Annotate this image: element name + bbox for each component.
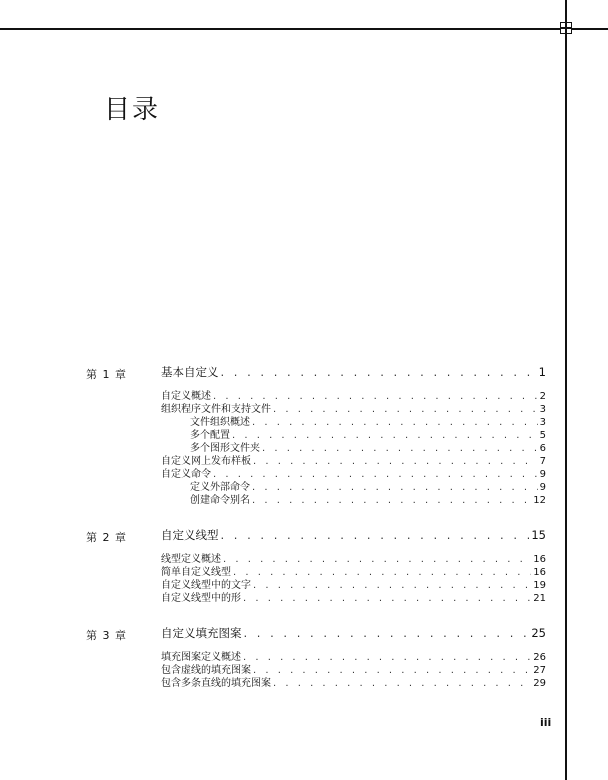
dot-leader	[252, 416, 538, 429]
page-ref: 25	[531, 626, 546, 640]
dot-leader	[221, 528, 530, 542]
dot-leader	[221, 365, 537, 379]
page-ref: 12	[533, 495, 546, 506]
toc-entry[interactable]	[161, 481, 546, 494]
page-ref: 7	[539, 456, 546, 467]
entry-title: 自定义概述	[161, 391, 211, 402]
crop-line-horizontal	[0, 28, 608, 30]
toc-entry[interactable]	[161, 390, 546, 403]
toc-entry[interactable]	[161, 677, 546, 690]
toc-entry[interactable]	[161, 455, 546, 468]
page-ref: 29	[533, 678, 546, 689]
toc-entry[interactable]	[161, 651, 546, 664]
page-ref: 16	[533, 554, 546, 565]
dot-leader	[273, 677, 531, 690]
page-ref: 16	[533, 567, 546, 578]
chapter-label: 第 3 章	[86, 629, 127, 642]
toc-chapter	[86, 527, 546, 605]
toc-entry[interactable]	[161, 553, 546, 566]
chapter-title-link[interactable]	[161, 527, 546, 547]
entry-title: 多个图形文件夹	[190, 443, 260, 454]
toc-entry[interactable]	[161, 566, 546, 579]
chapter-label: 第 2 章	[86, 531, 127, 544]
page-ref: 6	[539, 443, 546, 454]
page-ref: 5	[539, 430, 546, 441]
page-ref: 21	[533, 593, 546, 604]
registration-mark-icon	[560, 22, 572, 34]
toc-entry[interactable]	[161, 403, 546, 416]
toc-entry[interactable]	[161, 664, 546, 677]
page-ref: 3	[539, 404, 546, 415]
dot-leader	[243, 651, 531, 664]
entry-title: 填充图案定义概述	[161, 652, 241, 663]
page-ref: 9	[539, 469, 546, 480]
entry-title: 创建命令别名	[190, 495, 250, 506]
dot-leader	[213, 468, 538, 481]
dot-leader	[262, 442, 538, 455]
page-ref: 2	[539, 391, 546, 402]
toc-chapter	[86, 364, 546, 507]
dot-leader	[273, 403, 538, 416]
dot-leader	[223, 553, 531, 566]
chapter-title: 自定义填充图案	[161, 626, 242, 640]
entry-title: 包含虚线的填充图案	[161, 665, 251, 676]
page-ref: 19	[533, 580, 546, 591]
page-ref: 15	[531, 528, 546, 542]
entry-title: 文件组织概述	[190, 417, 250, 428]
chapter-heading	[86, 625, 546, 645]
dot-leader	[233, 566, 531, 579]
chapter-title: 自定义线型	[161, 528, 219, 542]
toc-chapter	[86, 625, 546, 690]
entry-title: 简单自定义线型	[161, 567, 231, 578]
entry-title: 线型定义概述	[161, 554, 221, 565]
chapter-title-link[interactable]	[161, 625, 546, 645]
section-list	[161, 651, 546, 690]
page-number: iii	[540, 716, 552, 729]
dot-leader	[252, 481, 538, 494]
dot-leader	[213, 390, 538, 403]
chapter-label: 第 1 章	[86, 368, 127, 381]
crop-line-vertical	[565, 0, 567, 780]
toc-entry[interactable]	[161, 592, 546, 605]
chapter-heading	[86, 364, 546, 384]
entry-title: 自定义线型中的形	[161, 593, 241, 604]
entry-title: 包含多条直线的填充图案	[161, 678, 271, 689]
toc-entry[interactable]	[161, 579, 546, 592]
entry-title: 自定义线型中的文字	[161, 580, 251, 591]
page-title: 目录	[104, 95, 161, 126]
chapter-title: 基本自定义	[161, 365, 219, 379]
page-ref: 3	[539, 417, 546, 428]
section-list	[161, 390, 546, 507]
dot-leader	[252, 494, 531, 507]
toc-entry[interactable]	[161, 416, 546, 429]
dot-leader	[253, 664, 531, 677]
dot-leader	[232, 429, 538, 442]
toc-entry[interactable]	[161, 442, 546, 455]
entry-title: 自定义命令	[161, 469, 211, 480]
toc-entry[interactable]	[161, 494, 546, 507]
dot-leader	[253, 455, 538, 468]
entry-title: 组织程序文件和支持文件	[161, 404, 271, 415]
entry-title: 自定义网上发布样板	[161, 456, 251, 467]
dot-leader	[253, 579, 531, 592]
toc-entry[interactable]	[161, 429, 546, 442]
dot-leader	[243, 592, 531, 605]
chapter-heading	[86, 527, 546, 547]
page-ref: 27	[533, 665, 546, 676]
page-ref: 26	[533, 652, 546, 663]
section-list	[161, 553, 546, 605]
chapter-title-link[interactable]	[161, 364, 546, 384]
entry-title: 定义外部命令	[190, 482, 250, 493]
entry-title: 多个配置	[190, 430, 230, 441]
dot-leader	[244, 626, 530, 640]
toc-entry[interactable]	[161, 468, 546, 481]
page-ref: 9	[539, 482, 546, 493]
page-ref: 1	[538, 365, 546, 379]
table-of-contents	[86, 364, 546, 704]
